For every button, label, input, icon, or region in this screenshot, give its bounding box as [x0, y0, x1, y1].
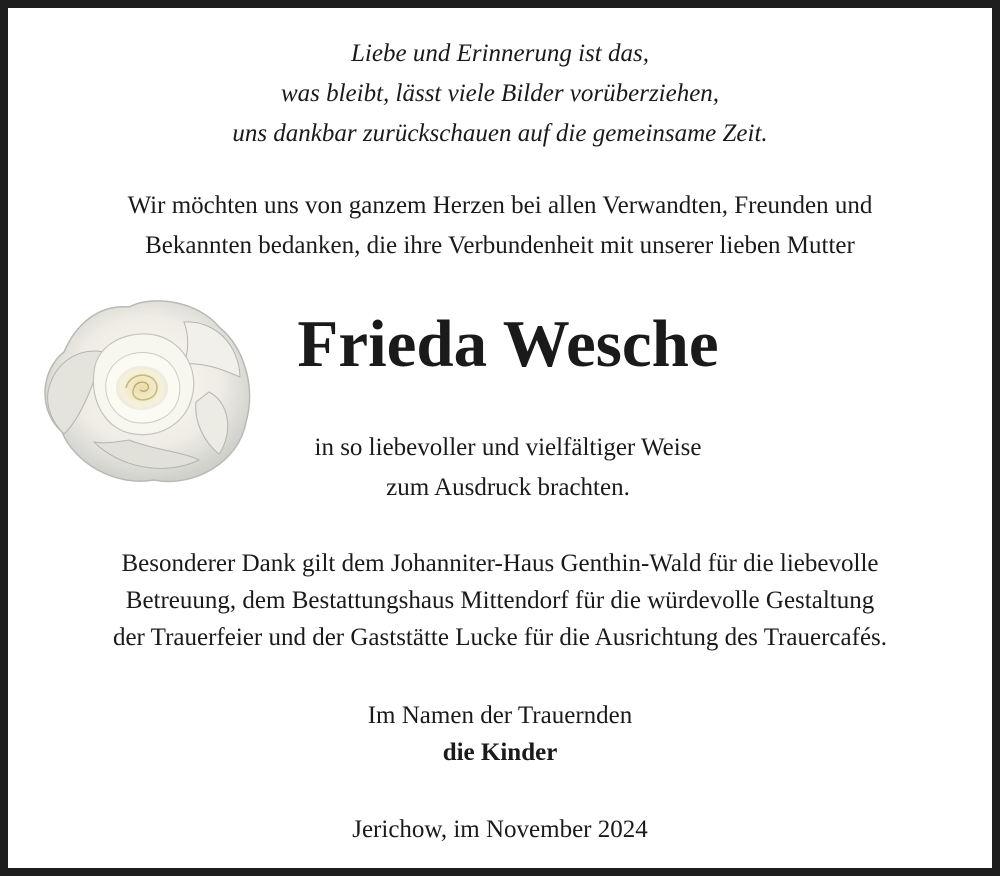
signature-line-2: die Kinder [442, 739, 558, 766]
deceased-name: Frieda Wesche [297, 307, 719, 381]
intro-line-2: Bekannten bedanken, die ihre Verbundenheit mit unserer lieben Mutter [145, 232, 855, 259]
verse-line-3: uns dankbar zurückschauen auf die gemeinsame Zeit. [232, 120, 768, 147]
after-name-line-1: in so liebevoller und vielfältiger Weise [314, 434, 702, 461]
after-name-line-2: zum Ausdruck brachten. [386, 474, 630, 501]
white-rose-image [34, 292, 256, 492]
intro-line-1: Wir möchten uns von ganzem Herzen bei allen Verwandten, Freunden und [127, 192, 873, 219]
verse-line-2: was bleibt, lässt viele Bilder vorüberziehen, [280, 80, 720, 107]
signature-line-1: Im Namen der Trauernden [367, 702, 633, 729]
verse-line-1: Liebe und Erinnerung ist das, [351, 40, 649, 67]
place-date: Jerichow, im November 2024 [352, 816, 648, 843]
thanks-line-1: Besonderer Dank gilt dem Johanniter-Haus Genthin-Wald für die liebevolle [121, 550, 879, 577]
thanks-line-3: der Trauerfeier und der Gaststätte Lucke für die Ausrichtung des Trauercafés. [112, 624, 888, 651]
thanks-line-2: Betreuung, dem Bestattungshaus Mittendorf für die würdevolle Gestaltung [125, 587, 875, 614]
